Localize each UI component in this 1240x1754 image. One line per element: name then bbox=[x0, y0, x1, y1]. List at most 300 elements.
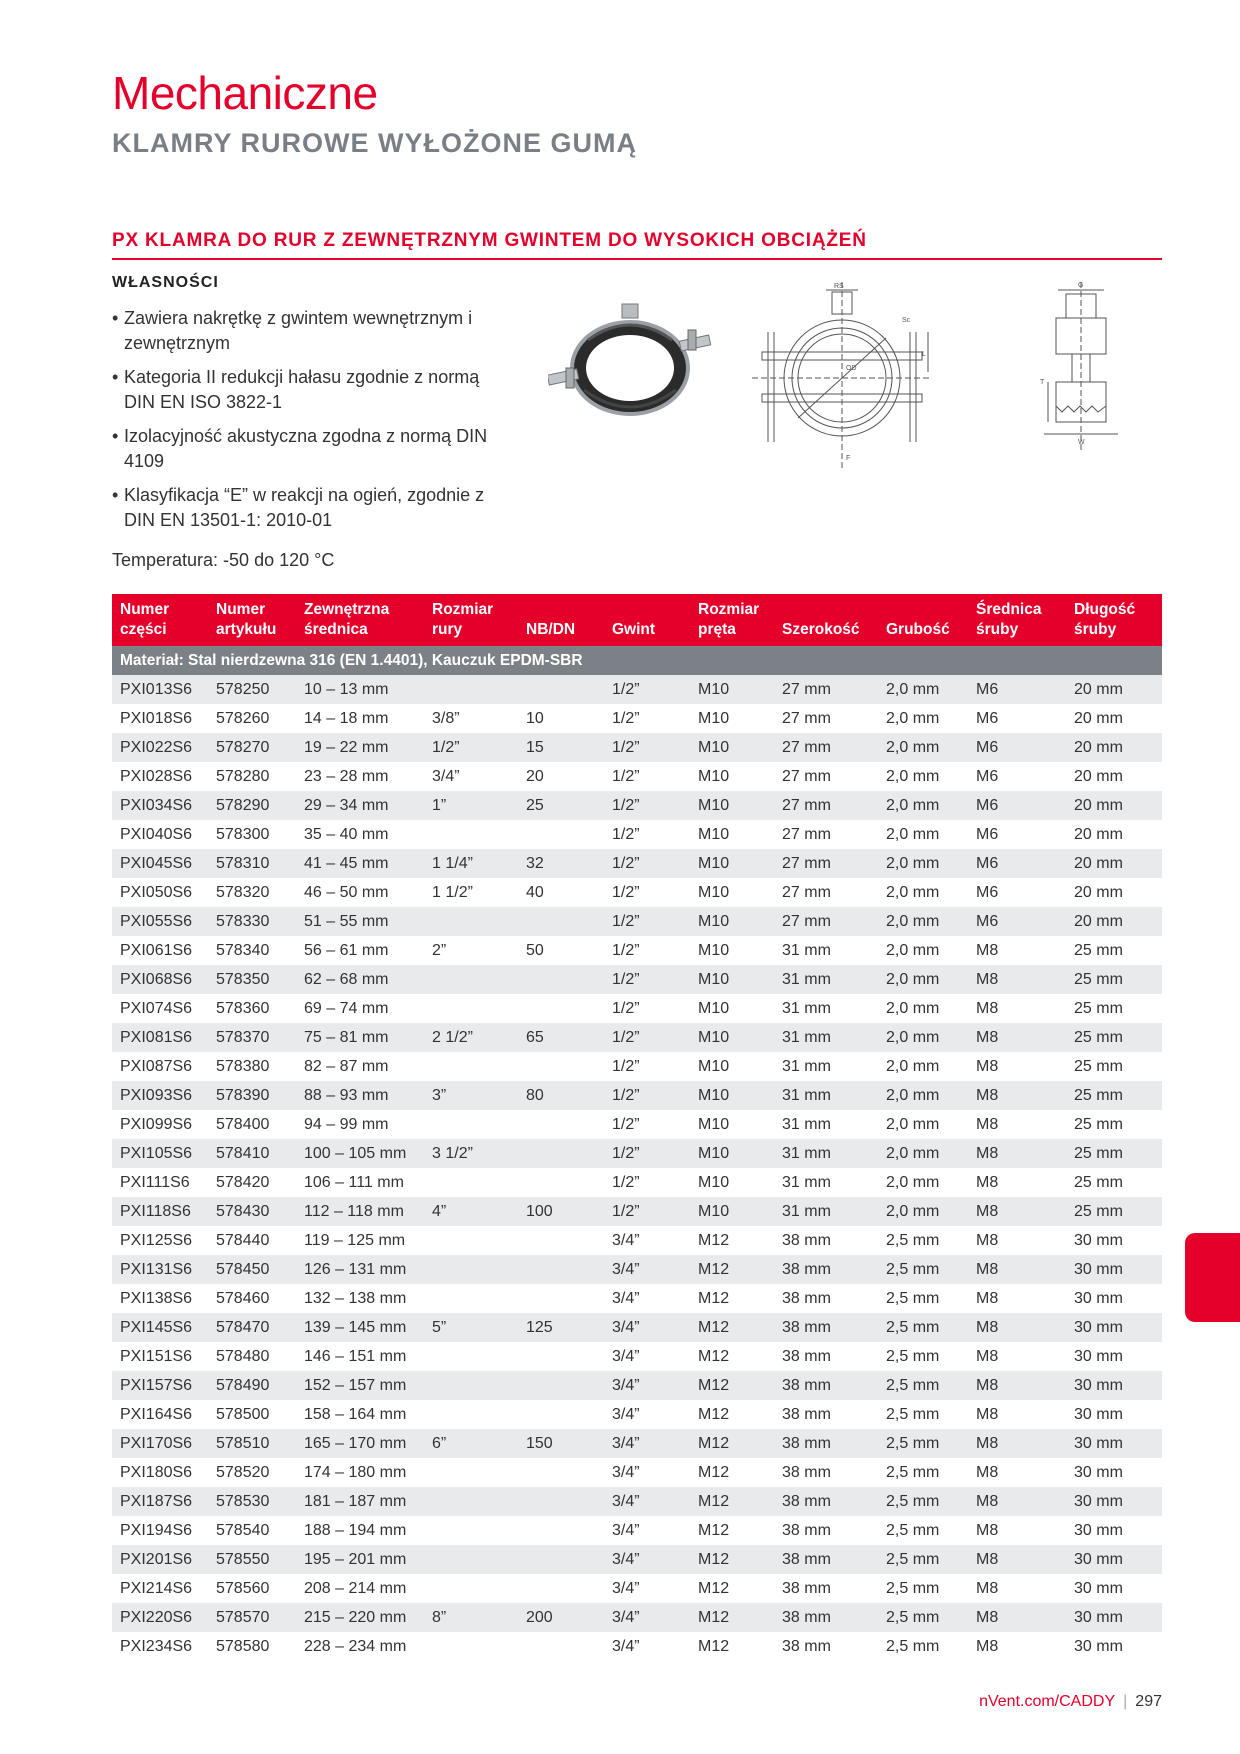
table-cell: 152 – 157 mm bbox=[296, 1371, 424, 1400]
table-header-row bbox=[112, 594, 1162, 646]
table-row bbox=[112, 878, 1162, 907]
table-cell: 578400 bbox=[208, 1110, 296, 1139]
table-cell: M10 bbox=[690, 1110, 774, 1139]
table-cell bbox=[518, 1632, 604, 1661]
table-cell: 35 – 40 mm bbox=[296, 820, 424, 849]
table-cell: 50 bbox=[518, 936, 604, 965]
table-cell: PXI087S6 bbox=[112, 1052, 208, 1081]
table-cell: PXI234S6 bbox=[112, 1632, 208, 1661]
table-cell bbox=[424, 1574, 518, 1603]
column-header-line: Rozmiar bbox=[698, 601, 760, 618]
table-row bbox=[112, 733, 1162, 762]
table-cell: 3/4” bbox=[604, 1516, 690, 1545]
table-cell: 20 mm bbox=[1066, 820, 1162, 849]
table-row bbox=[112, 994, 1162, 1023]
table-row bbox=[112, 907, 1162, 936]
table-cell: M8 bbox=[968, 1429, 1066, 1458]
table-cell: 2,5 mm bbox=[878, 1284, 968, 1313]
table-cell: 2,0 mm bbox=[878, 1081, 968, 1110]
table-cell: 578260 bbox=[208, 704, 296, 733]
table-cell bbox=[518, 1516, 604, 1545]
table-cell: 578570 bbox=[208, 1603, 296, 1632]
table-cell: 38 mm bbox=[774, 1458, 878, 1487]
column-header-line bbox=[612, 600, 682, 620]
table-cell: 2,0 mm bbox=[878, 1023, 968, 1052]
table-cell: PXI170S6 bbox=[112, 1429, 208, 1458]
table-cell: 1 1/4” bbox=[424, 849, 518, 878]
table-cell: 1/2” bbox=[604, 1052, 690, 1081]
table-cell: 14 – 18 mm bbox=[296, 704, 424, 733]
table-row bbox=[112, 762, 1162, 791]
table-cell: 27 mm bbox=[774, 704, 878, 733]
table-cell: 2,5 mm bbox=[878, 1429, 968, 1458]
column-header-line: Szerokość bbox=[782, 621, 860, 638]
table-cell: 3/8” bbox=[424, 704, 518, 733]
table-cell: 30 mm bbox=[1066, 1487, 1162, 1516]
table-cell: PXI050S6 bbox=[112, 878, 208, 907]
table-row bbox=[112, 1603, 1162, 1632]
table-cell: 1/2” bbox=[604, 733, 690, 762]
table-row bbox=[112, 1081, 1162, 1110]
table-cell: 2,0 mm bbox=[878, 820, 968, 849]
table-cell: PXI061S6 bbox=[112, 936, 208, 965]
table-cell: M6 bbox=[968, 820, 1066, 849]
table-cell: PXI131S6 bbox=[112, 1255, 208, 1284]
table-row bbox=[112, 1574, 1162, 1603]
table-cell: 88 – 93 mm bbox=[296, 1081, 424, 1110]
table-cell: M8 bbox=[968, 1400, 1066, 1429]
table-cell: M12 bbox=[690, 1458, 774, 1487]
table-cell: 1/2” bbox=[604, 849, 690, 878]
column-header bbox=[208, 594, 296, 646]
table-cell: 20 mm bbox=[1066, 878, 1162, 907]
table-cell: 6” bbox=[424, 1429, 518, 1458]
table-cell: M8 bbox=[968, 1545, 1066, 1574]
table-cell: 38 mm bbox=[774, 1516, 878, 1545]
table-row bbox=[112, 936, 1162, 965]
table-cell: M8 bbox=[968, 965, 1066, 994]
table-cell bbox=[518, 1168, 604, 1197]
table-cell: 25 mm bbox=[1066, 994, 1162, 1023]
table-cell: 31 mm bbox=[774, 936, 878, 965]
table-cell: 100 bbox=[518, 1197, 604, 1226]
table-cell: 578370 bbox=[208, 1023, 296, 1052]
label-w: W bbox=[1078, 439, 1085, 446]
table-cell: 40 bbox=[518, 878, 604, 907]
table-cell: 1/2” bbox=[604, 1139, 690, 1168]
table-cell: M8 bbox=[968, 1516, 1066, 1545]
table-cell: 82 – 87 mm bbox=[296, 1052, 424, 1081]
table-row bbox=[112, 1516, 1162, 1545]
table-cell bbox=[424, 1284, 518, 1313]
table-cell bbox=[424, 907, 518, 936]
table-cell: 25 mm bbox=[1066, 936, 1162, 965]
table-cell: 31 mm bbox=[774, 1052, 878, 1081]
table-cell: M10 bbox=[690, 1139, 774, 1168]
table-cell: 2,0 mm bbox=[878, 994, 968, 1023]
table-cell: M8 bbox=[968, 936, 1066, 965]
table-cell: 578360 bbox=[208, 994, 296, 1023]
table-cell: 578250 bbox=[208, 675, 296, 704]
table-cell: 30 mm bbox=[1066, 1255, 1162, 1284]
table-cell: 20 mm bbox=[1066, 907, 1162, 936]
table-cell: 158 – 164 mm bbox=[296, 1400, 424, 1429]
table-cell: 208 – 214 mm bbox=[296, 1574, 424, 1603]
table-cell: 38 mm bbox=[774, 1603, 878, 1632]
table-cell: 1/2” bbox=[604, 907, 690, 936]
table-cell: M8 bbox=[968, 1023, 1066, 1052]
table-cell: 1/2” bbox=[604, 1168, 690, 1197]
table-cell: M8 bbox=[968, 1487, 1066, 1516]
table-cell: M8 bbox=[968, 1313, 1066, 1342]
table-cell: 51 – 55 mm bbox=[296, 907, 424, 936]
table-cell bbox=[518, 1400, 604, 1429]
table-cell: 578270 bbox=[208, 733, 296, 762]
table-cell: PXI151S6 bbox=[112, 1342, 208, 1371]
label-f: F bbox=[846, 455, 851, 462]
table-cell: 578410 bbox=[208, 1139, 296, 1168]
column-header-line: śruby bbox=[976, 621, 1019, 638]
table-cell: M6 bbox=[968, 675, 1066, 704]
table-cell: PXI068S6 bbox=[112, 965, 208, 994]
table-cell: PXI034S6 bbox=[112, 791, 208, 820]
table-cell: 25 bbox=[518, 791, 604, 820]
table-cell: M10 bbox=[690, 965, 774, 994]
table-cell: 25 mm bbox=[1066, 965, 1162, 994]
table-cell: M10 bbox=[690, 675, 774, 704]
table-cell: 2,5 mm bbox=[878, 1487, 968, 1516]
table-cell: M6 bbox=[968, 907, 1066, 936]
table-row bbox=[112, 1052, 1162, 1081]
table-cell: 2,0 mm bbox=[878, 791, 968, 820]
table-cell: PXI074S6 bbox=[112, 994, 208, 1023]
table-cell: 2,0 mm bbox=[878, 762, 968, 791]
table-cell: 20 mm bbox=[1066, 791, 1162, 820]
table-cell: 2,0 mm bbox=[878, 936, 968, 965]
table-row bbox=[112, 1110, 1162, 1139]
table-cell: 2,5 mm bbox=[878, 1516, 968, 1545]
table-cell: PXI201S6 bbox=[112, 1545, 208, 1574]
table-cell: PXI022S6 bbox=[112, 733, 208, 762]
table-cell bbox=[424, 675, 518, 704]
table-cell: PXI093S6 bbox=[112, 1081, 208, 1110]
table-cell: 25 mm bbox=[1066, 1081, 1162, 1110]
table-cell: 146 – 151 mm bbox=[296, 1342, 424, 1371]
table-row bbox=[112, 675, 1162, 704]
table-cell: 29 – 34 mm bbox=[296, 791, 424, 820]
table-cell: 30 mm bbox=[1066, 1429, 1162, 1458]
table-cell: 578520 bbox=[208, 1458, 296, 1487]
table-cell: 2,5 mm bbox=[878, 1458, 968, 1487]
table-cell: PXI194S6 bbox=[112, 1516, 208, 1545]
table-cell: 30 mm bbox=[1066, 1313, 1162, 1342]
table-cell: 139 – 145 mm bbox=[296, 1313, 424, 1342]
table-cell: 2,5 mm bbox=[878, 1400, 968, 1429]
table-cell: 30 mm bbox=[1066, 1342, 1162, 1371]
table-cell: 27 mm bbox=[774, 878, 878, 907]
table-cell: M8 bbox=[968, 1081, 1066, 1110]
table-cell: M6 bbox=[968, 704, 1066, 733]
table-cell: 1/2” bbox=[604, 791, 690, 820]
table-cell: 20 bbox=[518, 762, 604, 791]
label-t: T bbox=[1040, 379, 1045, 386]
table-cell: M8 bbox=[968, 1574, 1066, 1603]
table-cell: M10 bbox=[690, 733, 774, 762]
table-cell: 30 mm bbox=[1066, 1400, 1162, 1429]
table-cell: M8 bbox=[968, 1603, 1066, 1632]
table-cell: 2,5 mm bbox=[878, 1574, 968, 1603]
table-cell: M6 bbox=[968, 733, 1066, 762]
table-cell: 578380 bbox=[208, 1052, 296, 1081]
table-cell bbox=[518, 907, 604, 936]
table-cell: 27 mm bbox=[774, 733, 878, 762]
page-title: Mechaniczne bbox=[112, 67, 378, 119]
table-row bbox=[112, 1487, 1162, 1516]
table-cell: 2,0 mm bbox=[878, 965, 968, 994]
table-cell: M8 bbox=[968, 1226, 1066, 1255]
table-cell: PXI164S6 bbox=[112, 1400, 208, 1429]
column-header bbox=[112, 594, 208, 646]
table-cell: 25 mm bbox=[1066, 1052, 1162, 1081]
table-cell: 3 1/2” bbox=[424, 1139, 518, 1168]
table-cell: 119 – 125 mm bbox=[296, 1226, 424, 1255]
table-cell: 578340 bbox=[208, 936, 296, 965]
table-cell: 1/2” bbox=[604, 1197, 690, 1226]
table-cell: 31 mm bbox=[774, 994, 878, 1023]
table-cell: 2,5 mm bbox=[878, 1545, 968, 1574]
table-cell bbox=[424, 1632, 518, 1661]
table-cell: M12 bbox=[690, 1632, 774, 1661]
table-cell: 27 mm bbox=[774, 820, 878, 849]
table-row bbox=[112, 1226, 1162, 1255]
table-cell: 3/4” bbox=[604, 1400, 690, 1429]
table-cell: M6 bbox=[968, 762, 1066, 791]
table-cell: 2,0 mm bbox=[878, 1197, 968, 1226]
table-cell: 1/2” bbox=[604, 762, 690, 791]
table-cell: M10 bbox=[690, 820, 774, 849]
table-row bbox=[112, 1545, 1162, 1574]
table-cell: 578460 bbox=[208, 1284, 296, 1313]
table-cell: M12 bbox=[690, 1429, 774, 1458]
section-title: PX KLAMRA DO RUR Z ZEWNĘTRZNYM GWINTEM DO WYSOKICH OBCIĄŻEŃ bbox=[112, 230, 867, 251]
table-cell: M12 bbox=[690, 1255, 774, 1284]
table-cell: 165 – 170 mm bbox=[296, 1429, 424, 1458]
table-cell: 30 mm bbox=[1066, 1603, 1162, 1632]
table-cell: 2,0 mm bbox=[878, 733, 968, 762]
table-row bbox=[112, 1458, 1162, 1487]
table-cell: 578580 bbox=[208, 1632, 296, 1661]
table-cell: 5” bbox=[424, 1313, 518, 1342]
footer: nVent.com/CADDY | 297 bbox=[979, 1693, 1162, 1710]
table-cell: 80 bbox=[518, 1081, 604, 1110]
table-cell: 578300 bbox=[208, 820, 296, 849]
table-cell: 1” bbox=[424, 791, 518, 820]
table-cell: M10 bbox=[690, 1197, 774, 1226]
table-cell: PXI157S6 bbox=[112, 1371, 208, 1400]
chapter-tab bbox=[1185, 1233, 1240, 1322]
table-cell: 3/4” bbox=[604, 1371, 690, 1400]
table-cell bbox=[424, 1226, 518, 1255]
table-cell bbox=[518, 1545, 604, 1574]
table-cell bbox=[518, 1226, 604, 1255]
table-cell: M10 bbox=[690, 1081, 774, 1110]
table-cell: 31 mm bbox=[774, 1139, 878, 1168]
table-cell: PXI138S6 bbox=[112, 1284, 208, 1313]
table-row bbox=[112, 1632, 1162, 1661]
table-cell: M12 bbox=[690, 1487, 774, 1516]
table-cell: 75 – 81 mm bbox=[296, 1023, 424, 1052]
label-rs: RS bbox=[834, 283, 844, 290]
table-cell: 578420 bbox=[208, 1168, 296, 1197]
property-item: • Izolacyjność akustyczna zgodna z normą DIN 4109 bbox=[112, 424, 512, 474]
table-cell: M8 bbox=[968, 1255, 1066, 1284]
column-header-line: Grubość bbox=[886, 621, 950, 638]
table-cell: 27 mm bbox=[774, 762, 878, 791]
table-cell: M12 bbox=[690, 1603, 774, 1632]
table-cell: 25 mm bbox=[1066, 1110, 1162, 1139]
table-cell: M8 bbox=[968, 1371, 1066, 1400]
column-header-line: Numer bbox=[120, 601, 170, 618]
page-number: 297 bbox=[1135, 1693, 1162, 1710]
table-cell: 3/4” bbox=[604, 1429, 690, 1458]
table-cell: 38 mm bbox=[774, 1400, 878, 1429]
table-cell: 3/4” bbox=[604, 1255, 690, 1284]
column-header-line bbox=[782, 600, 870, 620]
property-item: • Kategoria II redukcji hałasu zgodnie z normą DIN EN ISO 3822-1 bbox=[112, 365, 512, 415]
table-cell: 25 mm bbox=[1066, 1139, 1162, 1168]
table-cell: 578510 bbox=[208, 1429, 296, 1458]
table-cell: 2,0 mm bbox=[878, 1139, 968, 1168]
table-cell: 188 – 194 mm bbox=[296, 1516, 424, 1545]
table-cell: M8 bbox=[968, 994, 1066, 1023]
table-row bbox=[112, 1197, 1162, 1226]
table-cell: 20 mm bbox=[1066, 849, 1162, 878]
table-cell: M10 bbox=[690, 1168, 774, 1197]
table-cell: M10 bbox=[690, 936, 774, 965]
table-cell: M8 bbox=[968, 1342, 1066, 1371]
table-cell: M10 bbox=[690, 1052, 774, 1081]
table-cell: 2” bbox=[424, 936, 518, 965]
table-cell: 3/4” bbox=[604, 1342, 690, 1371]
property-item: • Klasyfikacja “E” w reakcji na ogień, zgodnie z DIN EN 13501-1: 2010-01 bbox=[112, 483, 512, 533]
table-cell bbox=[424, 1371, 518, 1400]
table-cell: M12 bbox=[690, 1574, 774, 1603]
table-cell: PXI081S6 bbox=[112, 1023, 208, 1052]
table-cell: 3/4” bbox=[604, 1632, 690, 1661]
table-cell: 578280 bbox=[208, 762, 296, 791]
column-header bbox=[774, 594, 878, 646]
table-cell: 106 – 111 mm bbox=[296, 1168, 424, 1197]
table-cell: 1/2” bbox=[604, 675, 690, 704]
table-cell: 38 mm bbox=[774, 1226, 878, 1255]
table-cell bbox=[424, 1255, 518, 1284]
table-cell: 2,0 mm bbox=[878, 907, 968, 936]
table-cell: 578440 bbox=[208, 1226, 296, 1255]
table-cell: 2,5 mm bbox=[878, 1313, 968, 1342]
table-cell: 2,0 mm bbox=[878, 675, 968, 704]
table-cell: 228 – 234 mm bbox=[296, 1632, 424, 1661]
table-cell: 10 – 13 mm bbox=[296, 675, 424, 704]
table-cell: 112 – 118 mm bbox=[296, 1197, 424, 1226]
table-cell: M10 bbox=[690, 704, 774, 733]
table-cell: 38 mm bbox=[774, 1574, 878, 1603]
table-row bbox=[112, 1139, 1162, 1168]
specification-table bbox=[112, 594, 1162, 1661]
table-cell bbox=[518, 1139, 604, 1168]
material-row bbox=[112, 646, 1162, 675]
table-cell: 100 – 105 mm bbox=[296, 1139, 424, 1168]
table-cell: 578530 bbox=[208, 1487, 296, 1516]
table-cell: M12 bbox=[690, 1342, 774, 1371]
table-cell: 3/4” bbox=[604, 1487, 690, 1516]
table-cell: M12 bbox=[690, 1226, 774, 1255]
table-cell: 23 – 28 mm bbox=[296, 762, 424, 791]
table-cell: 578390 bbox=[208, 1081, 296, 1110]
table-cell: 2,5 mm bbox=[878, 1632, 968, 1661]
table-cell bbox=[518, 1342, 604, 1371]
table-cell: 132 – 138 mm bbox=[296, 1284, 424, 1313]
column-header-line: rury bbox=[432, 621, 463, 638]
table-cell bbox=[518, 1371, 604, 1400]
table-cell: 3/4” bbox=[424, 762, 518, 791]
table-cell: 3/4” bbox=[604, 1458, 690, 1487]
table-cell: M10 bbox=[690, 791, 774, 820]
table-cell: M8 bbox=[968, 1052, 1066, 1081]
table-cell: M12 bbox=[690, 1545, 774, 1574]
column-header-line: średnica bbox=[304, 621, 368, 638]
table-cell: 27 mm bbox=[774, 675, 878, 704]
table-cell: M12 bbox=[690, 1371, 774, 1400]
table-cell: 30 mm bbox=[1066, 1226, 1162, 1255]
table-cell: M12 bbox=[690, 1284, 774, 1313]
table-cell: M8 bbox=[968, 1284, 1066, 1313]
table-cell: 25 mm bbox=[1066, 1023, 1162, 1052]
column-header-line bbox=[886, 600, 960, 620]
table-cell: 15 bbox=[518, 733, 604, 762]
table-cell: 578470 bbox=[208, 1313, 296, 1342]
table-cell: 38 mm bbox=[774, 1429, 878, 1458]
property-item: • Zawiera nakrętkę z gwintem wewnętrznym i zewnętrznym bbox=[112, 306, 512, 356]
table-cell: 2,0 mm bbox=[878, 1168, 968, 1197]
table-cell: 578550 bbox=[208, 1545, 296, 1574]
table-cell bbox=[424, 1458, 518, 1487]
table-cell: M10 bbox=[690, 762, 774, 791]
table-cell: M10 bbox=[690, 878, 774, 907]
table-cell: M12 bbox=[690, 1516, 774, 1545]
column-header bbox=[878, 594, 968, 646]
table-cell: 578430 bbox=[208, 1197, 296, 1226]
table-cell: PXI180S6 bbox=[112, 1458, 208, 1487]
table-cell: 31 mm bbox=[774, 1110, 878, 1139]
table-cell: 69 – 74 mm bbox=[296, 994, 424, 1023]
table-cell: 1/2” bbox=[604, 994, 690, 1023]
table-row bbox=[112, 1429, 1162, 1458]
table-cell: M8 bbox=[968, 1458, 1066, 1487]
table-cell: 200 bbox=[518, 1603, 604, 1632]
table-cell: 2,0 mm bbox=[878, 1052, 968, 1081]
table-cell: PXI220S6 bbox=[112, 1603, 208, 1632]
table-cell: 20 mm bbox=[1066, 675, 1162, 704]
page-subtitle: KLAMRY RUROWE WYŁOŻONE GUMĄ bbox=[112, 128, 637, 158]
table-cell: 578330 bbox=[208, 907, 296, 936]
table-cell: M8 bbox=[968, 1168, 1066, 1197]
table-cell: 578540 bbox=[208, 1516, 296, 1545]
table-cell: 195 – 201 mm bbox=[296, 1545, 424, 1574]
table-cell: 38 mm bbox=[774, 1313, 878, 1342]
table-cell: 41 – 45 mm bbox=[296, 849, 424, 878]
table-cell bbox=[518, 1052, 604, 1081]
table-row bbox=[112, 1255, 1162, 1284]
